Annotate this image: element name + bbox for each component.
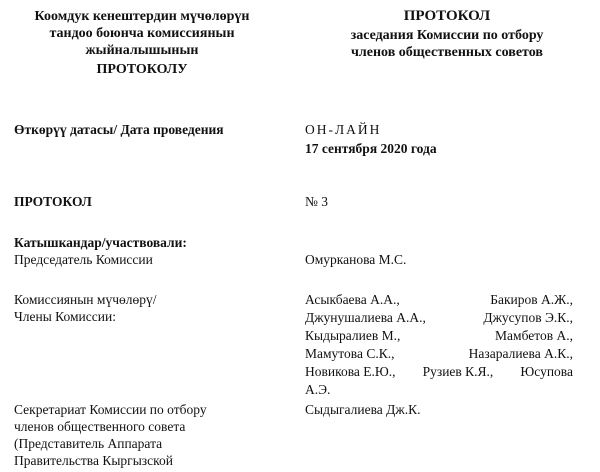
members-line-6 [305,381,330,398]
header-left-line-1: Коомдук кенештердин мүчөлөрүн [34,9,250,24]
member-name: Бакиров А.Ж., [490,292,573,307]
members-line-5 [305,363,573,380]
members-line-3 [305,327,573,344]
chair-label: Председатель Комиссии [14,252,153,267]
members-label-line-1: Комиссиянын мүчөлөрү/ [14,292,157,307]
secretariat-name: Сыдыгалиева Дж.К. [305,402,421,417]
secretariat-label-line-3: (Представитель Аппарата [14,436,163,451]
meeting-date-label: Өткөрүү датасы/ Дата проведения [14,122,224,137]
member-name: Мамутова С.К., [305,346,395,361]
secretariat-label-line-1: Секретариат Комиссии по отбору [14,402,207,417]
members-label-line-2: Члены Комиссии: [14,309,116,324]
protocol-label: ПРОТОКОЛ [14,194,92,209]
header-left-title: ПРОТОКОЛУ [96,62,188,77]
member-name: Мамбетов А., [495,328,573,343]
header-right-line-1: заседания Комиссии по отбору [350,28,544,43]
members-line-4 [305,345,573,362]
member-name: Джунушалиева А.А., [305,310,426,325]
member-name: Новикова Е.Ю., [305,364,396,379]
header-right-title: ПРОТОКОЛ [403,8,491,24]
member-name: А.Э. [305,382,331,397]
meeting-date: 17 сентября 2020 года [305,141,437,156]
members-line-1 [305,291,573,308]
secretariat-label-line-2: членов общественного совета [14,419,186,434]
header-left-line-3: жыйналышынын [85,43,199,58]
member-name: Назаралиева А.К., [468,346,573,361]
member-name: Юсупова [520,364,573,379]
meeting-mode: ОН-ЛАЙН [305,122,382,137]
secretariat-label-line-4: Правительства Кыргызской [14,453,173,468]
header-left-line-2: тандоо боюнча комиссиянын [49,26,235,41]
member-name: Кыдыралиев М., [305,328,401,343]
member-name: Асыкбаева А.А., [305,292,400,307]
protocol-number: № 3 [305,194,329,209]
participants-heading: Катышкандар/участвовали: [14,235,187,250]
member-name: Рузиев К.Я., [422,364,494,379]
header-right-line-2: членов общественных советов [351,45,543,60]
members-line-2 [305,309,573,326]
member-name: Джусупов Э.К., [483,310,573,325]
chair-name: Омурканова М.С. [305,252,407,267]
